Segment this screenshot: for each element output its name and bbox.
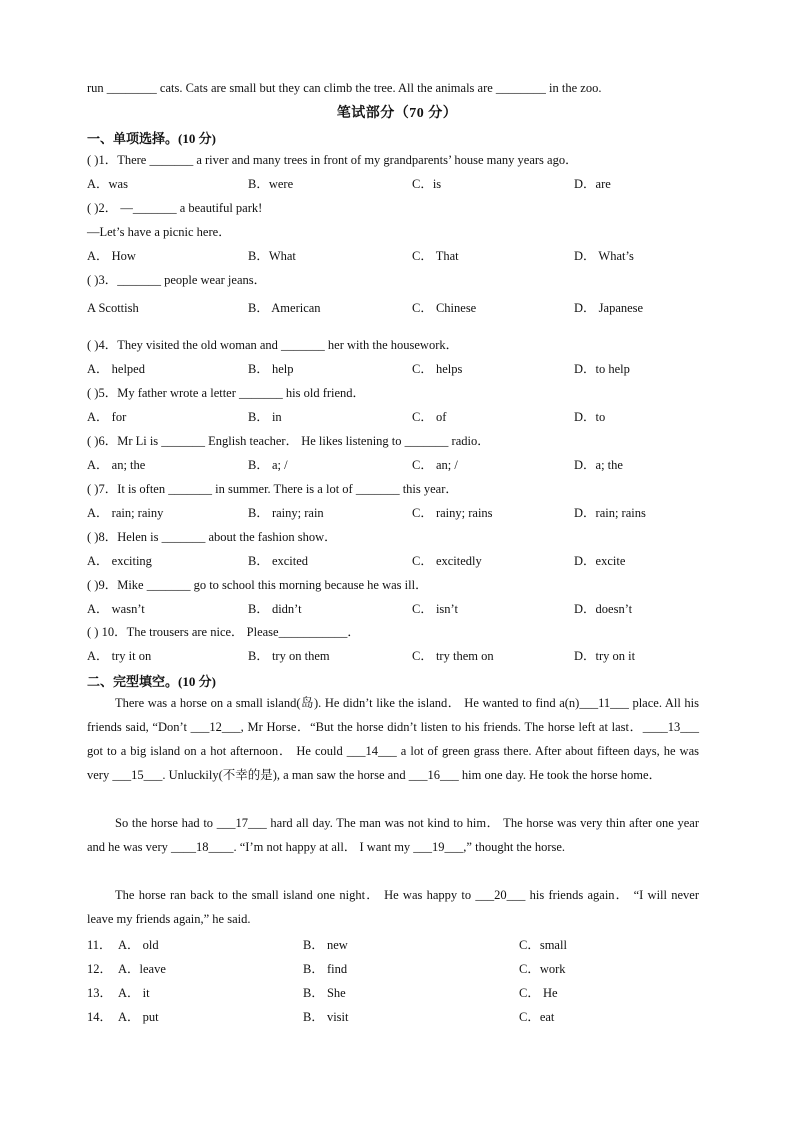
option-a: A． try it on bbox=[87, 649, 152, 663]
option-d: D． Japanese bbox=[574, 301, 644, 315]
choice-number: 14． bbox=[87, 1010, 113, 1024]
question-stem-reply: —Let’s have a picnic here． bbox=[87, 225, 231, 239]
choice-number: 13． bbox=[87, 986, 113, 1000]
option-a: A． it bbox=[118, 986, 150, 1000]
option-a: A． for bbox=[87, 410, 127, 424]
option-b: B． She bbox=[303, 986, 346, 1000]
cloze-paragraph: There was a horse on a small island(岛). He didn’t like the island． He wanted to find a(n)___11___ place. All his friends said, “Don’t ___12___, Mr Horse．“But the horse didn’t listen to his friends. The horse left at last．____13___ got to a big island on a hot afternoon． He could ___14___ a lot of green grass there. After about fifteen days, he was very ___15___. Unluckily(不幸的是), a man saw the horse and ___16___ him one day. He took the horse home． bbox=[87, 696, 699, 782]
option-d: D．a; the bbox=[574, 458, 623, 472]
option-b: B． find bbox=[303, 962, 348, 976]
option-b: B． new bbox=[303, 938, 348, 952]
question-stem: ( )5．My father wrote a letter _______ his old friend． bbox=[87, 386, 366, 400]
question-stem: ( )3．_______ people wear jeans． bbox=[87, 273, 267, 287]
top-line: run ________ cats. Cats are small but they can climb the tree. All the animals are ________ in the zoo. bbox=[87, 81, 602, 95]
option-c: C． Chinese bbox=[412, 301, 477, 315]
page-title: 笔试部分（70 分） bbox=[336, 106, 458, 121]
option-a: A．was bbox=[87, 177, 128, 191]
question-stem: ( )1．There _______ a river and many trees in front of my grandparents’ house many years ago． bbox=[87, 153, 578, 167]
option-c: C． helps bbox=[412, 362, 463, 376]
option-c: C．work bbox=[519, 962, 566, 976]
option-a: A． helped bbox=[87, 362, 145, 376]
option-b: B． American bbox=[248, 301, 321, 315]
option-c: C． rainy; rains bbox=[412, 506, 493, 520]
cloze-paragraph: The horse ran back to the small island one night． He was happy to ___20___ his friends again． “I will never leave my friends again,” he said. bbox=[87, 888, 699, 926]
option-b: B． in bbox=[248, 410, 282, 424]
option-b: B． didn’t bbox=[248, 602, 302, 616]
option-c: C．is bbox=[412, 177, 442, 191]
question-stem: ( ) 10．The trousers are nice． Please___________． bbox=[87, 625, 360, 639]
option-c: C． He bbox=[519, 986, 558, 1000]
option-d: D．are bbox=[574, 177, 611, 191]
option-d: D．doesn’t bbox=[574, 602, 633, 616]
option-d: D． What’s bbox=[574, 249, 634, 263]
option-b: B． try on them bbox=[248, 649, 330, 663]
choice-number: 11． bbox=[87, 938, 112, 952]
question-stem: ( )2． —_______ a beautiful park! bbox=[87, 201, 263, 215]
option-d: D．excite bbox=[574, 554, 626, 568]
question-stem: ( )8．Helen is _______ about the fashion show． bbox=[87, 530, 337, 544]
section2-heading: 二、完型填空。(10 分) bbox=[87, 674, 216, 689]
option-a: A． an; the bbox=[87, 458, 146, 472]
option-c: C． That bbox=[412, 249, 459, 263]
option-b: B． excited bbox=[248, 554, 309, 568]
option-c: C．eat bbox=[519, 1010, 555, 1024]
question-stem: ( )9．Mike _______ go to school this morning because he was ill． bbox=[87, 578, 428, 592]
option-a: A． How bbox=[87, 249, 136, 263]
cloze-paragraph: So the horse had to ___17___ hard all day. The man was not kind to him． The horse was very thin after one year and he was very ____18____. “I’m not happy at all． I want my ___19___,” thought the horse. bbox=[87, 816, 699, 854]
option-b: B． visit bbox=[303, 1010, 349, 1024]
option-d: D．try on it bbox=[574, 649, 636, 663]
option-c: C． try them on bbox=[412, 649, 494, 663]
option-a: A． old bbox=[118, 938, 159, 952]
question-stem: ( )7．It is often _______ in summer. There is a lot of _______ this year． bbox=[87, 482, 458, 496]
option-b: B． a; / bbox=[248, 458, 288, 472]
option-c: C． of bbox=[412, 410, 447, 424]
option-a: A Scottish bbox=[87, 301, 139, 315]
question-stem: ( )6．Mr Li is _______ English teacher． He likes listening to _______ radio． bbox=[87, 434, 490, 448]
option-a: A． wasn’t bbox=[87, 602, 145, 616]
choice-number: 12． bbox=[87, 962, 113, 976]
option-c: C． excitedly bbox=[412, 554, 482, 568]
option-a: A． put bbox=[118, 1010, 159, 1024]
option-b: B． rainy; rain bbox=[248, 506, 324, 520]
option-c: C．small bbox=[519, 938, 567, 952]
option-a: A．leave bbox=[118, 962, 166, 976]
option-d: D．to bbox=[574, 410, 606, 424]
option-d: D．to help bbox=[574, 362, 630, 376]
option-a: A． rain; rainy bbox=[87, 506, 164, 520]
option-b: B．What bbox=[248, 249, 296, 263]
question-stem: ( )4．They visited the old woman and _______ her with the housework． bbox=[87, 338, 459, 352]
option-a: A． exciting bbox=[87, 554, 152, 568]
section1-heading: 一、单项选择。(10 分) bbox=[87, 131, 216, 146]
option-c: C． isn’t bbox=[412, 602, 458, 616]
option-d: D．rain; rains bbox=[574, 506, 646, 520]
option-c: C． an; / bbox=[412, 458, 458, 472]
option-b: B．were bbox=[248, 177, 294, 191]
option-b: B． help bbox=[248, 362, 294, 376]
